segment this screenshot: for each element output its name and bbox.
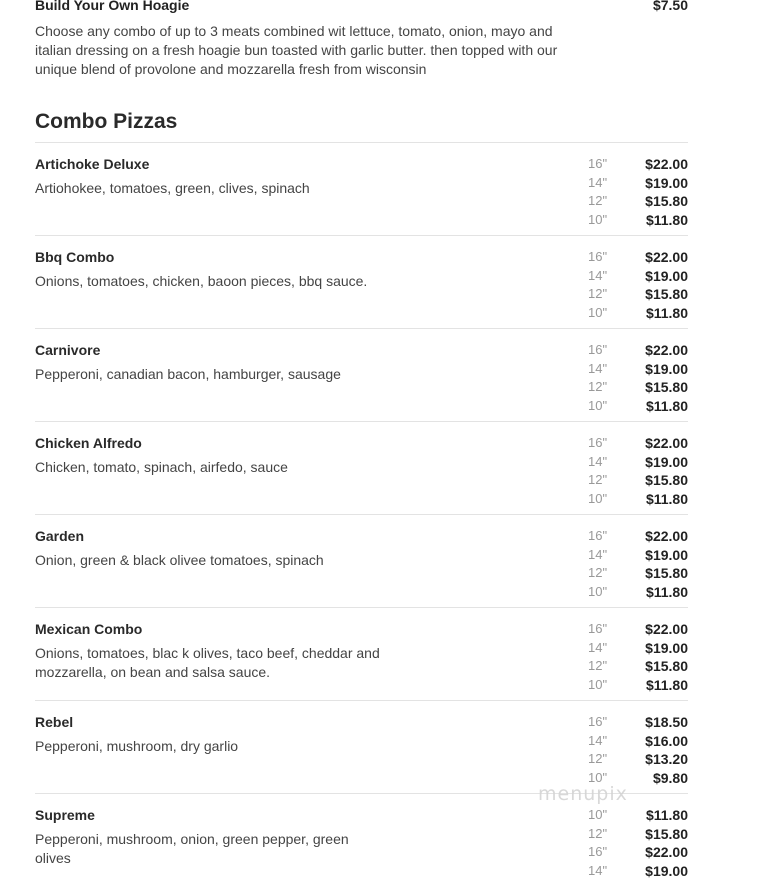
pizza-price: $16.00 — [645, 732, 688, 749]
pizza-size: 12" — [588, 379, 608, 394]
pizza-price: $15.80 — [645, 825, 688, 842]
pizza-size: 12" — [588, 658, 608, 673]
menu-item — [35, 421, 688, 514]
pizza-size: 10" — [588, 583, 608, 599]
price-row — [588, 490, 688, 509]
pizza-size: 14" — [588, 267, 608, 283]
pizza-price: $11.80 — [645, 583, 688, 600]
price-row — [588, 211, 688, 230]
menu-item — [35, 142, 688, 235]
hoagie-item — [35, 0, 688, 79]
menu-item-description: Artiohokee, tomatoes, green, clives, spinach — [35, 180, 310, 196]
pizza-size: 14" — [588, 732, 608, 748]
menu-item — [35, 793, 688, 886]
pizza-price: $18.50 — [645, 714, 688, 730]
pizza-size: 16" — [588, 714, 608, 729]
price-list — [588, 341, 688, 415]
pizza-price: $22.00 — [645, 844, 688, 860]
price-row — [588, 583, 688, 602]
pizza-size: 12" — [588, 193, 608, 208]
price-row — [588, 434, 688, 453]
pizza-size: 16" — [588, 621, 608, 636]
pizza-size: 16" — [588, 249, 608, 264]
menu-item — [35, 235, 688, 328]
pizza-price: $11.80 — [645, 304, 688, 321]
pizza-price: $11.80 — [645, 397, 688, 414]
menu-item-name: Artichoke Deluxe — [35, 156, 150, 172]
pizza-size: 16" — [588, 435, 608, 450]
price-list — [588, 713, 688, 787]
pizza-price: $22.00 — [645, 621, 688, 637]
menu-item-description: Onions, tomatoes, blac k olives, taco beef, cheddar and mozzarella, on bean and salsa sauce. — [35, 645, 380, 680]
price-row — [588, 397, 688, 416]
price-row — [588, 825, 688, 844]
hoagie-price: $7.50 — [652, 0, 688, 13]
pizza-price: $11.80 — [645, 211, 688, 228]
menu-item — [35, 607, 688, 700]
price-row — [588, 564, 688, 583]
price-row — [588, 192, 688, 211]
hoagie-description: Choose any combo of up to 3 meats combined wit lettuce, tomato, onion, mayo and italian dressing on a fresh hoagie bun toasted with garlic butter. then topped with our unique blend of provolone and mozzarella fresh from wisconsin — [35, 23, 558, 77]
pizza-price: $19.00 — [645, 546, 688, 563]
price-row — [588, 453, 688, 472]
hoagie-name: Build Your Own Hoagie — [35, 0, 190, 13]
price-row — [588, 620, 688, 639]
pizza-price: $22.00 — [645, 528, 688, 544]
pizza-price: $15.80 — [645, 379, 688, 395]
pizza-size: 12" — [588, 825, 608, 841]
pizza-price: $22.00 — [645, 435, 688, 451]
price-list — [588, 620, 688, 694]
price-row — [588, 843, 688, 862]
pizza-size: 16" — [588, 528, 608, 543]
pizza-price: $19.00 — [645, 639, 688, 656]
price-row — [588, 806, 688, 825]
menu-item — [35, 514, 688, 607]
pizza-size: 16" — [588, 342, 608, 357]
pizza-size: 10" — [588, 490, 608, 506]
pizza-size: 12" — [588, 751, 608, 766]
pizza-size: 10" — [588, 769, 608, 785]
pizza-price: $22.00 — [645, 249, 688, 265]
menu-item-name: Garden — [35, 528, 85, 544]
pizza-price: $15.80 — [645, 193, 688, 209]
price-list — [588, 434, 688, 508]
pizza-price: $11.80 — [645, 676, 688, 693]
menu-item-description: Pepperoni, canadian bacon, hamburger, sausage — [35, 366, 341, 382]
price-row — [588, 267, 688, 286]
section-title: Combo Pizzas — [35, 110, 178, 133]
pizza-size: 10" — [588, 211, 608, 227]
price-row — [588, 713, 688, 732]
price-row — [588, 155, 688, 174]
pizza-size: 10" — [588, 304, 608, 320]
price-row — [588, 341, 688, 360]
price-row — [588, 304, 688, 323]
menu-item-name: Chicken Alfredo — [35, 435, 142, 451]
pizza-price: $22.00 — [645, 342, 688, 358]
pizza-price: $15.80 — [645, 658, 688, 674]
pizza-price: $15.80 — [645, 286, 688, 302]
price-row — [588, 471, 688, 490]
pizza-price: $13.20 — [645, 751, 688, 767]
menu-item-list — [35, 142, 688, 886]
pizza-price: $11.80 — [645, 807, 688, 823]
price-row — [588, 285, 688, 304]
pizza-size: 16" — [588, 844, 608, 859]
price-row — [588, 862, 688, 881]
pizza-size: 14" — [588, 862, 608, 878]
price-row — [588, 248, 688, 267]
pizza-size: 14" — [588, 174, 608, 190]
menu-item — [35, 700, 688, 793]
price-row — [588, 527, 688, 546]
price-row — [588, 676, 688, 695]
price-row — [588, 750, 688, 769]
pizza-size: 12" — [588, 565, 608, 580]
price-row — [588, 657, 688, 676]
pizza-size: 14" — [588, 360, 608, 376]
price-row — [588, 546, 688, 565]
pizza-size: 14" — [588, 453, 608, 469]
pizza-size: 10" — [588, 676, 608, 692]
watermark-logo: menupix — [538, 783, 628, 805]
menu-item-description: Onions, tomatoes, chicken, baoon pieces, bbq sauce. — [35, 273, 368, 289]
pizza-price: $22.00 — [645, 156, 688, 172]
menu-item-description: Pepperoni, mushroom, onion, green pepper, green olives — [35, 831, 349, 866]
menu-item-name: Bbq Combo — [35, 249, 115, 265]
pizza-price: $9.80 — [652, 769, 688, 786]
pizza-price: $19.00 — [645, 174, 688, 191]
menu-item-name: Rebel — [35, 714, 74, 730]
pizza-size: 14" — [588, 546, 608, 562]
pizza-size: 10" — [588, 807, 608, 822]
pizza-price: $19.00 — [645, 453, 688, 470]
menu-item-name: Carnivore — [35, 342, 101, 358]
price-list — [588, 248, 688, 322]
pizza-size: 12" — [588, 472, 608, 487]
price-row — [588, 174, 688, 193]
price-list — [588, 155, 688, 229]
menu-item-description: Chicken, tomato, spinach, airfedo, sauce — [35, 459, 288, 475]
pizza-price: $11.80 — [645, 490, 688, 507]
price-row — [588, 378, 688, 397]
pizza-size: 16" — [588, 156, 608, 171]
pizza-size: 14" — [588, 639, 608, 655]
pizza-price: $15.80 — [645, 565, 688, 581]
menu-item-description: Onion, green & black olivee tomatoes, spinach — [35, 552, 324, 568]
pizza-size: 12" — [588, 286, 608, 301]
menu-item — [35, 328, 688, 421]
pizza-price: $19.00 — [645, 862, 688, 879]
price-list — [588, 806, 688, 880]
pizza-size: 10" — [588, 397, 608, 413]
menu-item-name: Mexican Combo — [35, 621, 143, 637]
pizza-price: $19.00 — [645, 360, 688, 377]
menu-item-description: Pepperoni, mushroom, dry garlio — [35, 738, 239, 754]
price-row — [588, 360, 688, 379]
menu-item-name: Supreme — [35, 807, 95, 823]
pizza-price: $19.00 — [645, 267, 688, 284]
pizza-price: $15.80 — [645, 472, 688, 488]
price-row — [588, 639, 688, 658]
price-row — [588, 732, 688, 751]
price-list — [588, 527, 688, 601]
